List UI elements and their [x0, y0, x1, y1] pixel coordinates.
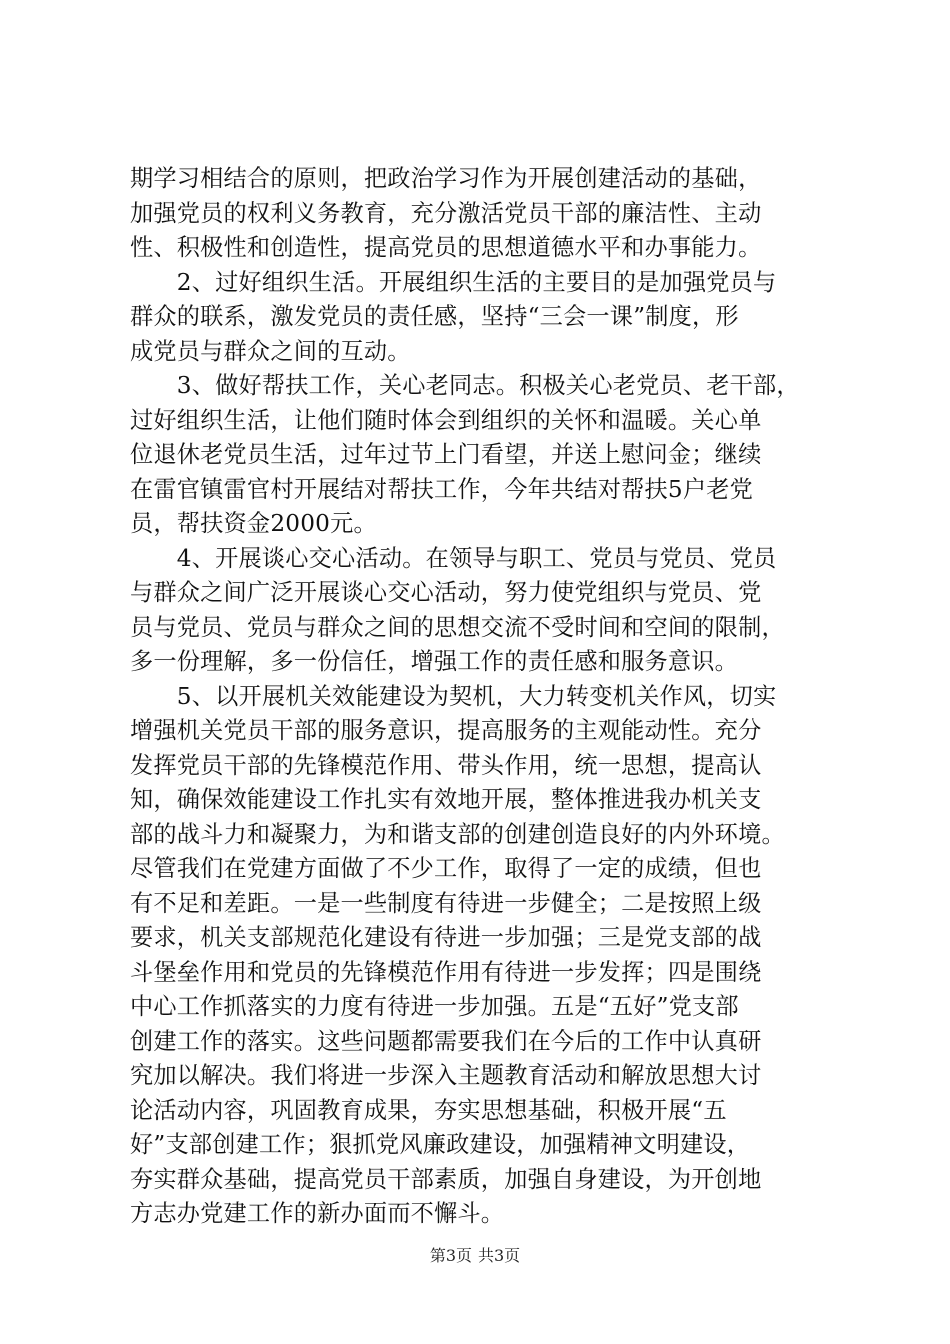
text-line: 员，帮扶资金2000元。 — [130, 510, 377, 537]
text-line: 尽管我们在党建方面做了不少工作，取得了一定的成绩，但也 — [130, 855, 762, 882]
text-line: 创建工作的落实。这些问题都需要我们在今后的工作中认真研 — [130, 1027, 762, 1055]
text-line: 知，确保效能建设工作扎实有效地开展，整体推进我办机关支 — [130, 786, 762, 813]
text-line: 在雷官镇雷官村开展结对帮扶工作，今年共结对帮扶5户老党 — [130, 475, 754, 503]
text-line: 加强党员的权利义务教育，充分激活党员干部的廉洁性、主动 — [130, 199, 762, 227]
text-line: 员与党员、党员与群众之间的思想交流不受时间和空间的限制， — [130, 613, 785, 641]
text-line: 增强机关党员干部的服务意识，提高服务的主观能动性。充分 — [130, 717, 762, 744]
text-line: 与群众之间广泛开展谈心交心活动，努力使党组织与党员、党 — [130, 579, 762, 606]
text-line: 方志办党建工作的新办面而不懈斗。 — [130, 1200, 505, 1227]
page-number-total: 共3页 — [478, 1246, 521, 1265]
text-line: 发挥党员干部的先锋模范作用、带头作用，统一思想，提高认 — [130, 751, 762, 779]
text-line: 斗堡垒作用和党员的先锋模范作用有待进一步发挥；四是围绕 — [130, 958, 762, 986]
document-body — [130, 162, 830, 1232]
text-line: 4、开展谈心交心活动。在领导与职工、党员与党员、党员 — [130, 544, 777, 572]
text-line: 5、以开展机关效能建设为契机，大力转变机关作风，切实 — [130, 682, 777, 710]
text-line: 群众的联系，激发党员的责任感，坚持“三会一课”制度，形 — [130, 303, 739, 330]
text-line: 期学习相结合的原则，把政治学习作为开展创建活动的基础， — [130, 165, 762, 192]
text-line: 究加以解决。我们将进一步深入主题教育活动和解放思想大讨 — [130, 1062, 762, 1089]
page-footer — [0, 1246, 950, 1266]
page-number-current: 第3页 — [429, 1246, 472, 1265]
text-line: 中心工作抓落实的力度有待进一步加强。五是“五好”党支部 — [130, 993, 739, 1020]
text-line: 要求，机关支部规范化建设有待进一步加强；三是党支部的战 — [130, 924, 762, 951]
text-line: 性、积极性和创造性，提高党员的思想道德水平和办事能力。 — [130, 234, 762, 261]
text-line: 部的战斗力和凝聚力，为和谐支部的创建创造良好的内外环境。 — [130, 820, 785, 848]
text-line: 过好组织生活，让他们随时体会到组织的关怀和温暖。关心单 — [130, 406, 762, 434]
text-line: 夯实群众基础，提高党员干部素质，加强自身建设，为开创地 — [130, 1165, 762, 1193]
text-line: 成党员与群众之间的互动。 — [130, 337, 411, 365]
text-line: 2、过好组织生活。开展组织生活的主要目的是加强党员与 — [130, 268, 777, 296]
text-line: 好”支部创建工作；狠抓党风廉政建设，加强精神文明建设， — [130, 1131, 751, 1158]
text-line: 3、做好帮扶工作，关心老同志。积极关心老党员、老干部， — [130, 372, 800, 399]
text-line: 多一份理解，多一份信任，增强工作的责任感和服务意识。 — [130, 648, 739, 675]
text-line: 论活动内容，巩固教育成果，夯实思想基础，积极开展“五 — [130, 1096, 727, 1124]
text-line: 位退休老党员生活，过年过节上门看望，并送上慰问金；继续 — [130, 441, 762, 468]
text-line: 有不足和差距。一是一些制度有待进一步健全；二是按照上级 — [130, 889, 762, 917]
